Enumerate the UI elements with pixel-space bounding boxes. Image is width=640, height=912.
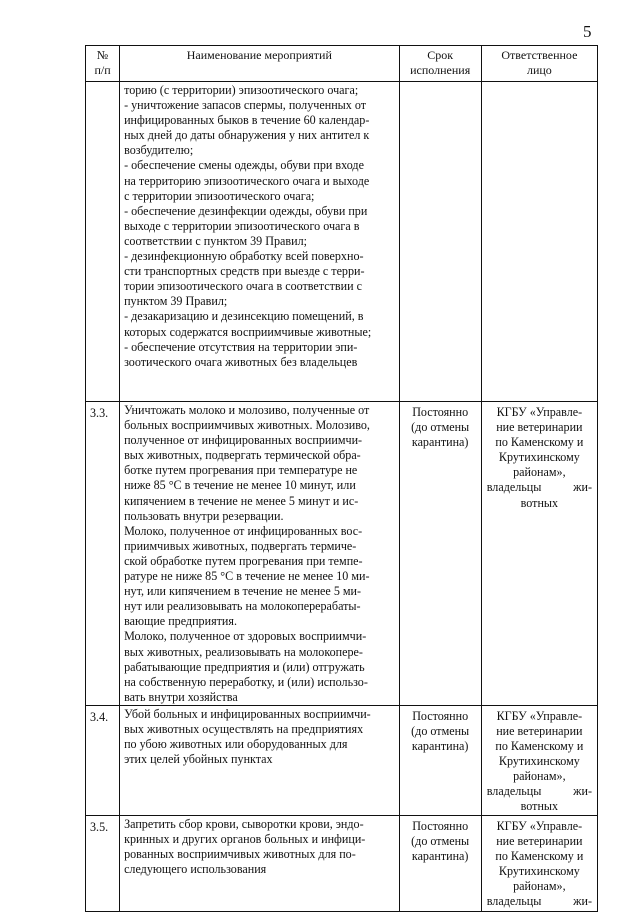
row-number: 3.4. <box>86 705 120 815</box>
header-term-line-2: исполнения <box>410 63 471 77</box>
header-term-line-1: Срок <box>427 48 454 62</box>
measure-text-line: которых содержатся восприимчивые животные; <box>124 324 372 339</box>
measure-text-line: полученное от инфицированных восприимчи- <box>124 433 363 448</box>
responsible-text-line: районам», <box>513 465 566 480</box>
responsible-text-line: по Каменскому и <box>495 739 584 754</box>
row-number: 3.5. <box>86 815 120 911</box>
responsible-text-line: ние ветеринарии <box>496 723 583 738</box>
measure-text-line: на собственную переработку, и (или) использо- <box>124 674 368 689</box>
responsible-text-line: Крутихинскому <box>498 863 580 878</box>
measure-text-line: вых животных осуществлять на предприятиях <box>124 721 364 736</box>
term-text-line: Постоянно <box>412 405 469 419</box>
measures-table <box>85 45 598 912</box>
table-row <box>86 815 598 911</box>
measure-text-line: соответствии с пунктом 39 Правил; <box>124 233 307 248</box>
measure-text-line: кринных и других органов больных и инфици- <box>124 831 366 846</box>
measure-text-line: на территорию эпизоотического очага и выходе <box>124 173 370 188</box>
measure-text-line: - дезакаризацию и дезинсекцию помещений, в <box>124 309 364 324</box>
header-number-sign: № <box>96 48 109 62</box>
term-text-line: Постоянно <box>412 818 469 833</box>
measure-text-line: выходе с территории эпизоотического очага в <box>124 218 360 233</box>
measure-text-line: Молоко, полученное от здоровых восприимчи- <box>124 629 367 644</box>
responsible-text-line: районам», <box>513 878 566 893</box>
measure-text-line: пользовать внутри резервации. <box>124 508 284 523</box>
responsible-text-line: владельцы жи- <box>486 480 592 495</box>
measure-text-line: приимчивых животных, подвергать термиче- <box>124 538 357 553</box>
measure-description <box>120 82 400 402</box>
measure-text-line: кипячением в течение не менее 5 минут и ис- <box>124 493 359 508</box>
term-text-line: (до отмены <box>411 723 470 738</box>
page-number: 5 <box>583 22 592 41</box>
measure-text-line: ботке путем прогревания при температуре не <box>124 463 358 478</box>
measure-text-line: Убой больных и инфицированных восприимчи- <box>124 706 371 721</box>
responsible-text-line: вотных <box>520 495 559 510</box>
responsible-party <box>481 402 597 706</box>
responsible-text-line: КГБУ «Управле- <box>496 708 583 723</box>
measure-description <box>120 705 400 815</box>
execution-term <box>399 815 481 911</box>
header-number-abbr: п/п <box>94 63 111 77</box>
responsible-text-line: по Каменскому и <box>495 848 584 863</box>
measure-text-line: этих целей убойных пунктах <box>124 752 273 767</box>
responsible-party <box>481 705 597 815</box>
measure-text-line: нут, или кипячением в течение не менее 5 ми- <box>124 584 362 599</box>
responsible-text-line: владельцы жи- <box>486 894 592 908</box>
measure-text-line: рабатывающие предприятия и (или) отгружать <box>124 659 365 674</box>
responsible-text-line: Крутихинскому <box>498 754 580 769</box>
responsible-text-line: вотных <box>520 799 559 814</box>
responsible-text-line: Крутихинскому <box>498 450 580 465</box>
measure-text-line: Уничтожать молоко и молозиво, полученные от <box>124 403 370 417</box>
term-text-line: (до отмены <box>411 833 470 848</box>
term-text-line: карантина) <box>411 848 469 863</box>
measure-text-line: вых животных, реализовывать на молокопере- <box>124 644 363 659</box>
term-text-line: Постоянно <box>412 708 469 723</box>
measure-text-line: зоотического очага животных без владельцев <box>124 354 358 369</box>
measure-text-line: рованных восприимчивых животных для по- <box>124 846 356 861</box>
responsible-party <box>481 82 597 402</box>
term-text-line: (до отмены <box>411 420 470 435</box>
measure-text-line: ных дней до даты обнаружения у них антител к <box>124 128 370 143</box>
term-text-line: карантина) <box>411 739 469 754</box>
table-header-row <box>86 46 598 82</box>
measure-description <box>120 402 400 706</box>
measure-text-line: следующего использования <box>124 861 267 876</box>
measure-text-line: больных восприимчивых животных. Молозиво, <box>124 418 370 433</box>
measure-text-line: вых животных, подвергать термической обра- <box>124 448 361 463</box>
header-responsible-line-2: лицо <box>526 63 552 77</box>
header-measure-name-text: Наименование мероприятий <box>186 48 332 62</box>
header-responsible-line-1: Ответственное <box>501 48 578 62</box>
header-number <box>86 46 120 82</box>
measure-text-line: - уничтожение запасов спермы, полученных от <box>124 98 367 113</box>
measure-description <box>120 815 400 911</box>
responsible-text-line: КГБУ «Управле- <box>496 818 583 833</box>
measure-text-line: ской обработке путем прогревания при темпе- <box>124 553 363 568</box>
measure-text-line: тории эпизоотического очага в соответствии с <box>124 279 362 294</box>
row-number <box>86 82 120 402</box>
measure-text-line: - обеспечение отсутствия на территории эпи- <box>124 339 358 354</box>
responsible-text-line: владельцы жи- <box>486 784 592 799</box>
term-text-line: карантина) <box>411 435 469 450</box>
measure-text-line: с территории эпизоотического очага; <box>124 188 315 203</box>
measure-text-line: ратуре не ниже 85 °С в течение не менее 10 ми- <box>124 569 370 584</box>
table-row <box>86 82 598 402</box>
header-term <box>399 46 481 82</box>
measure-text-line: - дезинфекционную обработку всей поверхно- <box>124 249 364 264</box>
responsible-text-line: районам», <box>513 769 566 784</box>
header-responsible <box>481 46 597 82</box>
responsible-party <box>481 815 597 911</box>
measure-text-line: по убою животных или оборудованных для <box>124 737 348 752</box>
measure-text-line: - обеспечение смены одежды, обуви при входе <box>124 158 364 173</box>
measure-text-line: вающие предприятия. <box>124 614 237 629</box>
header-measure-name <box>120 46 400 82</box>
measure-text-line: Запретить сбор крови, сыворотки крови, эндо- <box>124 816 364 831</box>
responsible-text-line: ние ветеринарии <box>496 420 583 435</box>
row-number: 3.3. <box>86 402 120 706</box>
table-row <box>86 705 598 815</box>
execution-term <box>399 705 481 815</box>
measure-text-line: пунктом 39 Правил; <box>124 294 228 309</box>
measure-text-line: Молоко, полученное от инфицированных вос- <box>124 523 363 538</box>
responsible-text-line: по Каменскому и <box>495 435 584 450</box>
execution-term <box>399 82 481 402</box>
measure-text-line: - обеспечение дезинфекции одежды, обуви при <box>124 203 368 218</box>
table-row <box>86 402 598 706</box>
measure-text-line: сти транспортных средств при выезде с терри- <box>124 264 365 279</box>
measure-text-line: вать внутри хозяйства <box>124 689 238 704</box>
measure-text-line: ниже 85 °С в течение не менее 10 минут, или <box>124 478 356 493</box>
measure-text-line: инфицированных быков в течение 60 календар- <box>124 113 370 128</box>
execution-term <box>399 402 481 706</box>
responsible-text-line: ние ветеринарии <box>496 833 583 848</box>
measure-text-line: нут или реализовывать на молокоперерабаты- <box>124 599 361 614</box>
measure-text-line: возбудителю; <box>124 143 194 158</box>
measure-text-line: торию (с территории) эпизоотического очага; <box>124 83 359 97</box>
responsible-text-line: КГБУ «Управле- <box>496 405 583 419</box>
